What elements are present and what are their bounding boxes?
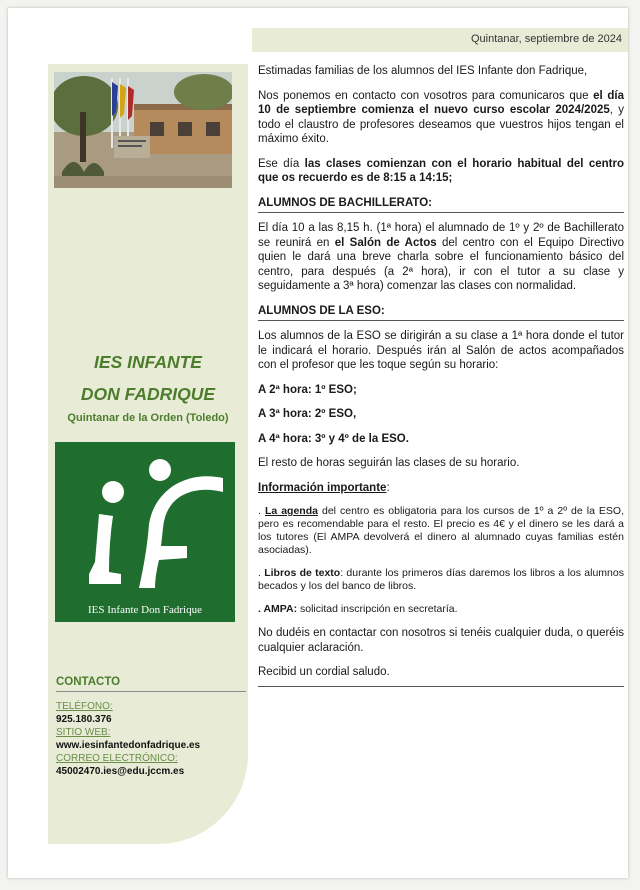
- ampa-label: . AMPA:: [258, 603, 298, 615]
- date-header: [252, 28, 628, 52]
- eso-hour-2: A 2ª hora: 1º ESO;: [258, 383, 357, 396]
- eso-hour-3: A 3ª hora: 2º ESO,: [258, 408, 357, 420]
- p2-highlight: las clases comienzan con el horario habitual del centro que os recuerdo es de 8:15 a 14:15;: [258, 157, 624, 184]
- school-town: Quintanar de la Orden (Toledo): [67, 412, 229, 424]
- agenda-text: del centro es obligatoria para los cursos de 1º a 2º de la ESO, pero es recomendable para el resto. El precio es 4€ y el dinero se les dará a los tutores (El AMPA devolverá el dinero al alumnado cuyas familias estén asociadas).: [258, 505, 625, 556]
- bach-text-a: El día 10 a las 8,15 h. (1ª hora) el alumnado de 1º y 2º de Bachillerato se reunirá en: [258, 222, 624, 249]
- school-logo: [55, 442, 235, 622]
- section-title-bachillerato: ALUMNOS DE BACHILLERATO:: [258, 196, 624, 214]
- info-books: [258, 567, 624, 593]
- info-title: Información importante: [258, 481, 387, 494]
- email-link[interactable]: 45002470.ies@edu.jccm.es: [56, 766, 185, 777]
- school-photo: [54, 72, 232, 188]
- p1-highlight: el día 10 de septiembre comienza el nuevo curso escolar 2024/2025: [258, 89, 624, 116]
- farewell: Recibid un cordial saludo.: [258, 666, 390, 678]
- books-text: : durante los primeros días daremos los libros a los alumnos becados y los del banco de libros.: [258, 567, 624, 592]
- paragraph-closing: No dudéis en contactar con nosotros si tenéis cualquier duda, o queréis cualquier aclaración.: [258, 627, 624, 654]
- web-link[interactable]: www.iesinfantedonfadrique.es: [56, 740, 201, 751]
- phone-value[interactable]: 925.180.376: [56, 714, 112, 725]
- books-label: Libros de texto: [264, 567, 341, 579]
- school-name-line1: IES INFANTE: [94, 352, 202, 372]
- paragraph-schedule: [258, 157, 624, 186]
- info-colon: :: [386, 481, 390, 494]
- p2-text-a: Ese día: [258, 157, 305, 170]
- web-label: SITIO WEB:: [56, 727, 111, 738]
- school-name-line2: DON FADRIQUE: [80, 384, 216, 404]
- p1-text-a: Nos ponemos en contacto con vosotros para comunicaros que: [258, 89, 594, 102]
- p1-text-c: , y todo el claustro de profesores deseamos que vuestros hijos tengan el máximo éxito.: [258, 104, 625, 145]
- greeting: Estimadas familias de los alumnos del IES Infante don Fadrique,: [258, 65, 588, 77]
- agenda-prefix: .: [258, 505, 265, 517]
- bach-text-c: del centro con el Equipo Directivo quien le dará una breve charla sobre el funcionamiento básico del centro, para después (a 2ª hora), ir con el tutor a su clase y seguidamente a 3ª hora) comenzar las clases con normalidad.: [258, 236, 624, 292]
- contact-block: [56, 676, 246, 778]
- info-agenda: [258, 505, 624, 557]
- paragraph-bachillerato: [258, 221, 624, 294]
- bach-highlight: el Salón de Actos: [334, 236, 437, 249]
- paragraph-start-date: [258, 89, 624, 147]
- letter-page: [8, 8, 628, 878]
- school-name: [48, 346, 248, 410]
- ampa-text: solicitad inscripción en secretaría.: [297, 603, 458, 615]
- info-ampa: [258, 603, 624, 616]
- agenda-label: La agenda: [264, 505, 318, 517]
- books-prefix: .: [258, 567, 265, 579]
- email-label: CORREO ELECTRÓNICO:: [56, 753, 178, 764]
- logo-caption: IES Infante Don Fadrique: [88, 604, 202, 616]
- letter-body: [258, 64, 624, 687]
- paragraph-rest: El resto de horas seguirán las clases de su horario.: [258, 457, 520, 469]
- paragraph-eso: Los alumnos de la ESO se dirigirán a su clase a 1ª hora donde el tutor le indicará el horario. Después irán al Salón de actos acompañados con el profesor que les toque según su horario:: [258, 330, 624, 371]
- eso-hour-4: A 4ª hora: 3º y 4º de la ESO.: [258, 432, 409, 445]
- contact-title: CONTACTO: [56, 676, 246, 692]
- letter-date: Quintanar, septiembre de 2024: [470, 33, 622, 45]
- closing-divider: [258, 686, 624, 687]
- if-logo-mark: [55, 442, 235, 602]
- info-heading: [258, 481, 624, 496]
- section-title-eso: ALUMNOS DE LA ESO:: [258, 304, 624, 322]
- phone-label: TELÉFONO:: [56, 701, 113, 712]
